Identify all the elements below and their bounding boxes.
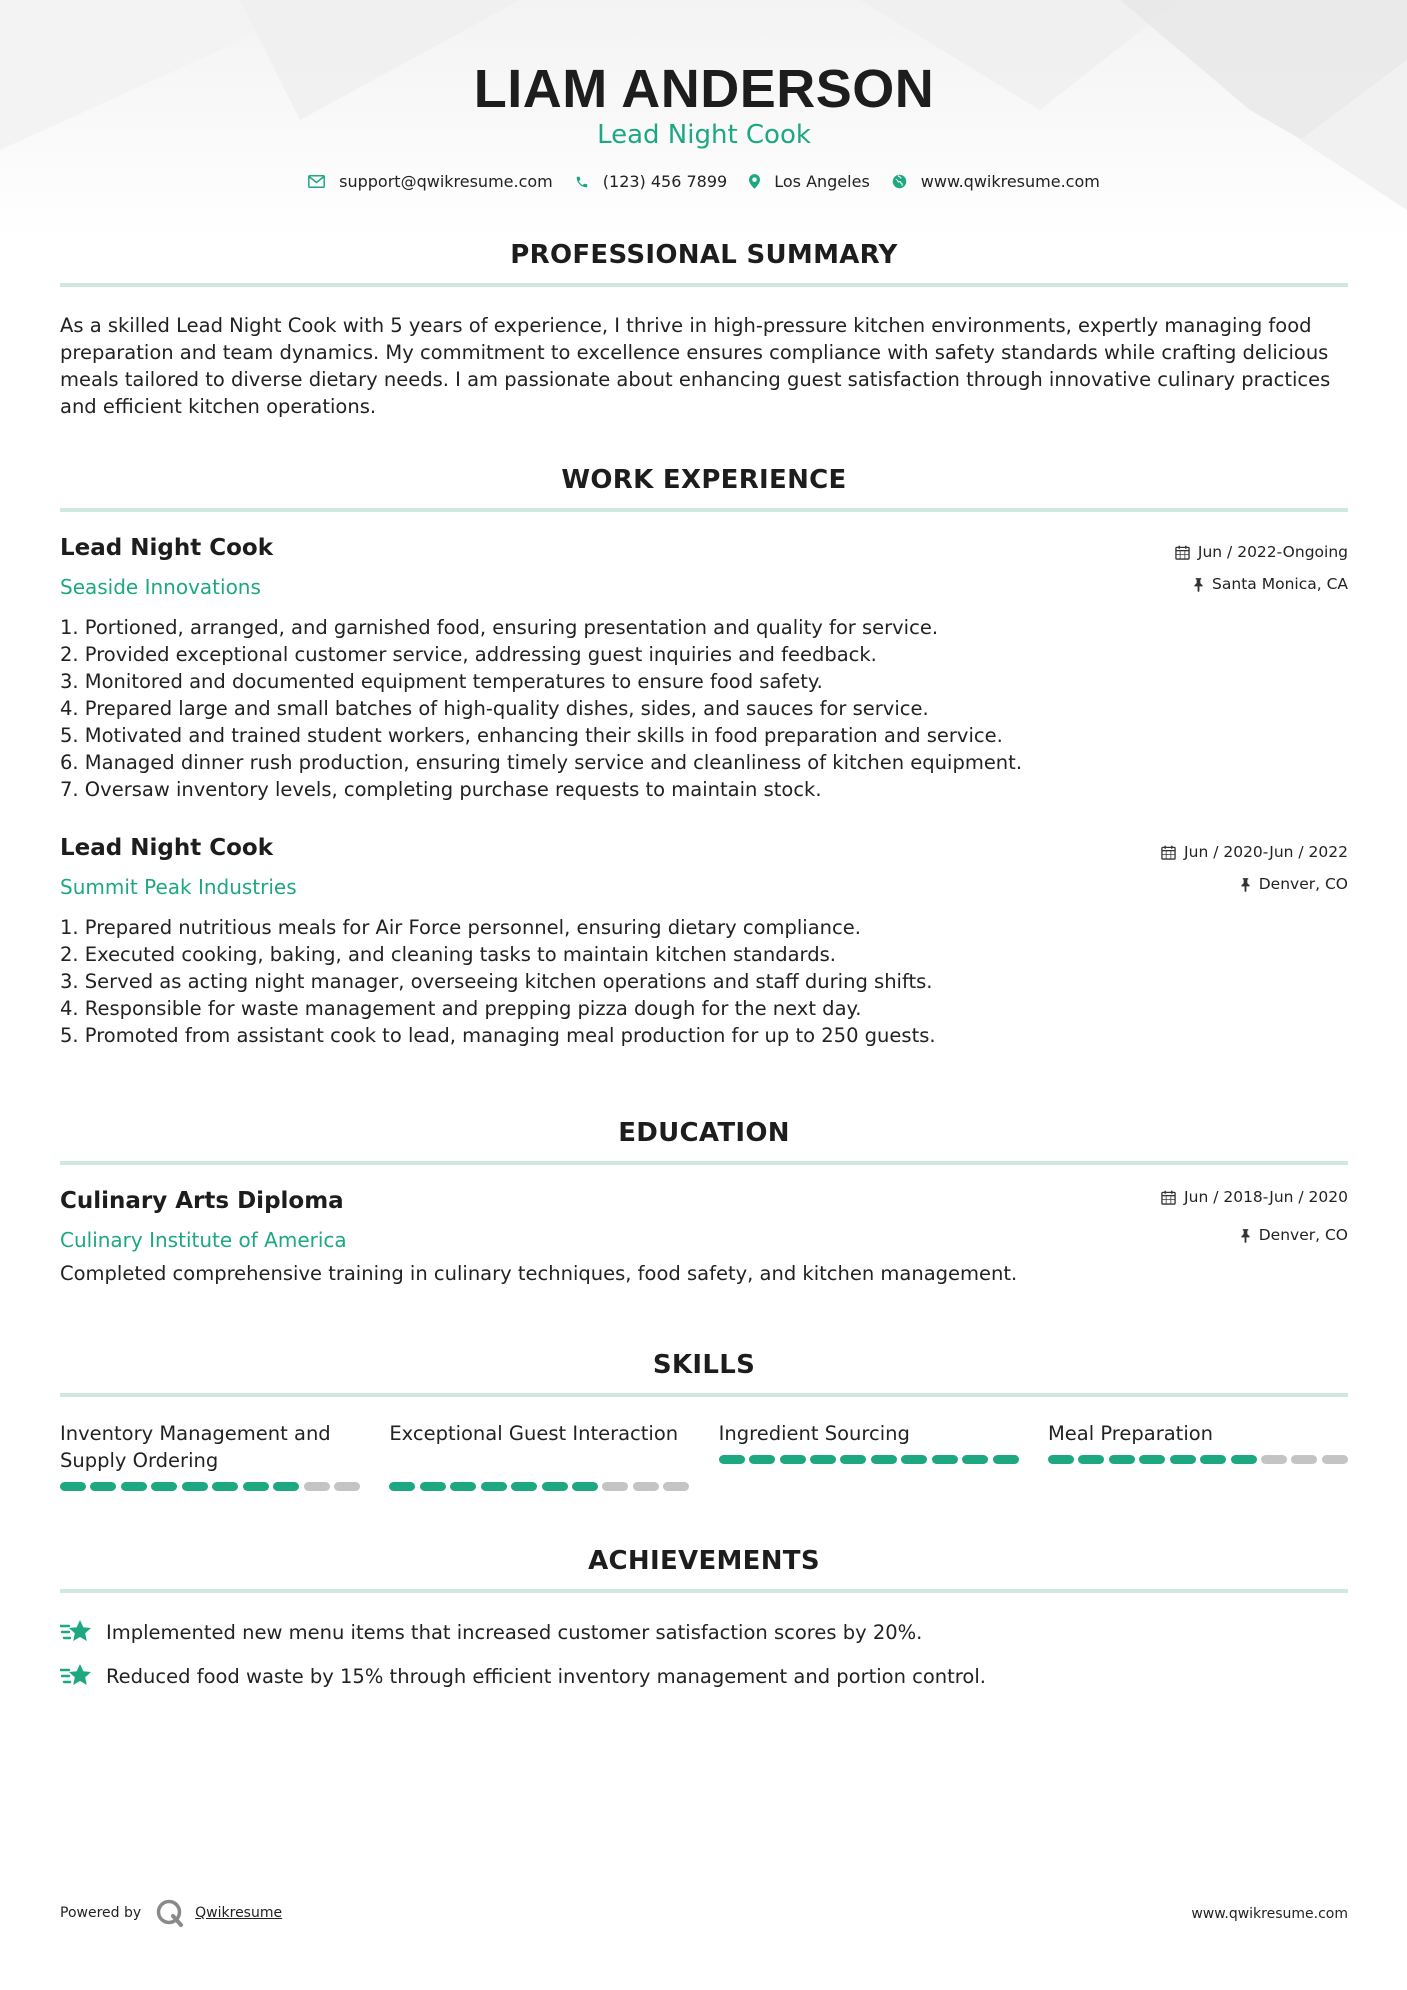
education-heading: EDUCATION	[618, 1118, 790, 1148]
skill-dot-filled	[1109, 1455, 1135, 1464]
list-item: 5. Promoted from assistant cook to lead, managing meal production for up to 250 guests.	[60, 1024, 936, 1047]
star-icon	[60, 1662, 92, 1690]
calendar-icon	[1175, 545, 1190, 560]
skill-dot-filled	[719, 1455, 745, 1464]
skill-item	[60, 1420, 360, 1491]
experience-divider	[60, 508, 1348, 512]
skill-dot-filled	[993, 1455, 1019, 1464]
skill-rating	[60, 1482, 360, 1491]
job-location-text: Santa Monica, CA	[1212, 575, 1348, 593]
summary-heading: PROFESSIONAL SUMMARY	[510, 240, 898, 270]
skill-dot-filled	[572, 1482, 598, 1491]
skill-dot-empty	[602, 1482, 628, 1491]
education-location	[1240, 1226, 1348, 1244]
contact-bar	[60, 172, 1348, 191]
skill-dot-filled	[1200, 1455, 1226, 1464]
achievement-text: Implemented new menu items that increased customer satisfaction scores by 20%.	[106, 1620, 923, 1644]
contact-location	[749, 172, 870, 191]
job-dates-text: Jun / 2022-Ongoing	[1197, 543, 1348, 561]
skill-dot-filled	[749, 1455, 775, 1464]
education-location-text: Denver, CO	[1258, 1226, 1348, 1244]
skill-item	[389, 1420, 689, 1491]
globe-icon	[892, 174, 907, 189]
skill-dot-filled	[1231, 1455, 1257, 1464]
education-divider	[60, 1161, 1348, 1165]
skill-dot-filled	[243, 1482, 269, 1491]
skill-dot-filled	[90, 1482, 116, 1491]
skill-dot-filled	[871, 1455, 897, 1464]
map-marker-icon	[749, 174, 760, 189]
list-item: 6. Managed dinner rush production, ensuring timely service and cleanliness of kitchen equipment.	[60, 751, 1023, 774]
skill-name: Ingredient Sourcing	[718, 1422, 910, 1445]
skills-list	[60, 1420, 1348, 1491]
skill-dot-filled	[450, 1482, 476, 1491]
list-item: 5. Motivated and trained student workers, enhancing their skills in food preparation and service.	[60, 724, 1003, 747]
summary-text: As a skilled Lead Night Cook with 5 years of experience, I thrive in high-pressure kitchen environments, expertly managing food preparation and team dynamics. My commitment to excellence ensures compliance with safety standards while crafting delicious meals tailored to diverse dietary needs. I am passionate about enhancing guest satisfaction through innovative culinary practices and efficient kitchen operations.	[60, 314, 1331, 418]
contact-email-text: support@qwikresume.com	[339, 172, 553, 191]
skill-dot-filled	[273, 1482, 299, 1491]
achievements-heading: ACHIEVEMENTS	[588, 1546, 820, 1576]
job-location	[1193, 575, 1348, 593]
star-icon	[60, 1618, 92, 1646]
skill-dot-empty	[663, 1482, 689, 1491]
job-company: Summit Peak Industries	[60, 875, 297, 899]
job-dates	[1175, 543, 1348, 561]
footer-branding	[60, 1898, 282, 1928]
list-item: 1. Portioned, arranged, and garnished food, ensuring presentation and quality for service.	[60, 616, 939, 639]
skill-dot-filled	[901, 1455, 927, 1464]
list-item: 4. Prepared large and small batches of high-quality dishes, sides, and sauces for service.	[60, 697, 929, 720]
list-item: 3. Served as acting night manager, overseeing kitchen operations and staff during shifts.	[60, 970, 933, 993]
skill-dot-filled	[212, 1482, 238, 1491]
list-item: 2. Provided exceptional customer service, addressing guest inquiries and feedback.	[60, 643, 877, 666]
skill-dot-filled	[962, 1455, 988, 1464]
skill-dot-filled	[1139, 1455, 1165, 1464]
qwikresume-link[interactable]: Qwikresume	[195, 1905, 283, 1921]
contact-email[interactable]	[308, 172, 553, 191]
skills-heading: SKILLS	[652, 1350, 756, 1380]
skill-rating	[719, 1455, 1019, 1464]
job-dates	[1161, 843, 1348, 861]
contact-phone[interactable]	[575, 172, 727, 191]
candidate-name: LIAM ANDERSON	[473, 59, 935, 119]
list-item: 2. Executed cooking, baking, and cleaning tasks to maintain kitchen standards.	[60, 943, 836, 966]
education-dates	[1161, 1188, 1348, 1206]
skill-dot-empty	[304, 1482, 330, 1491]
skill-dot-filled	[182, 1482, 208, 1491]
skill-dot-empty	[334, 1482, 360, 1491]
calendar-icon	[1161, 845, 1176, 860]
job-company: Seaside Innovations	[60, 575, 261, 599]
pushpin-icon	[1240, 877, 1251, 892]
skill-dot-filled	[511, 1482, 537, 1491]
skill-rating	[389, 1482, 689, 1491]
education-description: Completed comprehensive training in culinary techniques, food safety, and kitchen management.	[60, 1262, 1018, 1285]
job-location-text: Denver, CO	[1258, 875, 1348, 893]
skill-rating	[1048, 1455, 1348, 1464]
achievement-text: Reduced food waste by 15% through efficient inventory management and portion control.	[106, 1664, 986, 1688]
contact-website-text: www.qwikresume.com	[920, 172, 1100, 191]
skill-dot-filled	[481, 1482, 507, 1491]
skill-dot-empty	[633, 1482, 659, 1491]
job-title: Lead Night Cook	[60, 835, 273, 861]
skill-dot-filled	[840, 1455, 866, 1464]
candidate-title: Lead Night Cook	[597, 120, 811, 150]
summary-divider	[60, 283, 1348, 287]
achievements-divider	[60, 1589, 1348, 1593]
experience-heading: WORK EXPERIENCE	[561, 465, 847, 495]
skill-dot-filled	[932, 1455, 958, 1464]
contact-website[interactable]	[892, 172, 1100, 191]
contact-phone-text: (123) 456 7899	[602, 172, 728, 191]
skill-dot-filled	[810, 1455, 836, 1464]
skill-name: Meal Preparation	[1047, 1422, 1214, 1445]
skill-dot-filled	[151, 1482, 177, 1491]
skill-dot-filled	[389, 1482, 415, 1491]
list-item: 4. Responsible for waste management and prepping pizza dough for the next day.	[60, 997, 862, 1020]
education-degree: Culinary Arts Diploma	[60, 1188, 344, 1214]
achievement-item	[60, 1618, 922, 1646]
skill-dot-empty	[1261, 1455, 1287, 1464]
powered-by-label: Powered by	[60, 1905, 142, 1921]
skill-dot-filled	[60, 1482, 86, 1491]
skill-name: Exceptional Guest Interaction	[389, 1422, 679, 1445]
job-bullets	[60, 914, 1348, 1049]
skill-dot-filled	[420, 1482, 446, 1491]
skill-dot-filled	[121, 1482, 147, 1491]
calendar-icon	[1161, 1190, 1176, 1205]
list-item: 3. Monitored and documented equipment temperatures to ensure food safety.	[60, 670, 823, 693]
list-item: 7. Oversaw inventory levels, completing purchase requests to maintain stock.	[60, 778, 822, 801]
job-dates-text: Jun / 2020-Jun / 2022	[1184, 843, 1348, 861]
skill-dot-filled	[1170, 1455, 1196, 1464]
pushpin-icon	[1193, 577, 1204, 592]
skill-dot-filled	[1078, 1455, 1104, 1464]
achievement-item	[60, 1662, 986, 1690]
skill-dot-filled	[1048, 1455, 1074, 1464]
skill-item	[1048, 1420, 1348, 1491]
skill-dot-empty	[1291, 1455, 1317, 1464]
skill-dot-filled	[780, 1455, 806, 1464]
contact-location-text: Los Angeles	[774, 172, 870, 191]
job-title: Lead Night Cook	[60, 535, 273, 561]
job-location	[1240, 875, 1348, 893]
skill-dot-empty	[1322, 1455, 1348, 1464]
job-bullets	[60, 614, 1348, 803]
footer-website[interactable]: www.qwikresume.com	[1191, 1906, 1348, 1922]
skills-divider	[60, 1393, 1348, 1397]
qwikresume-logo-icon	[155, 1898, 185, 1928]
list-item: 1. Prepared nutritious meals for Air Force personnel, ensuring dietary compliance.	[60, 916, 861, 939]
phone-icon	[575, 175, 589, 189]
skill-dot-filled	[542, 1482, 568, 1491]
pushpin-icon	[1240, 1228, 1251, 1243]
envelope-icon	[308, 175, 325, 188]
education-school: Culinary Institute of America	[60, 1228, 347, 1252]
resume-page	[60, 0, 1348, 1990]
skill-name: Inventory Management and Supply Ordering	[60, 1422, 331, 1472]
education-dates-text: Jun / 2018-Jun / 2020	[1184, 1188, 1348, 1206]
skill-item	[719, 1420, 1019, 1491]
